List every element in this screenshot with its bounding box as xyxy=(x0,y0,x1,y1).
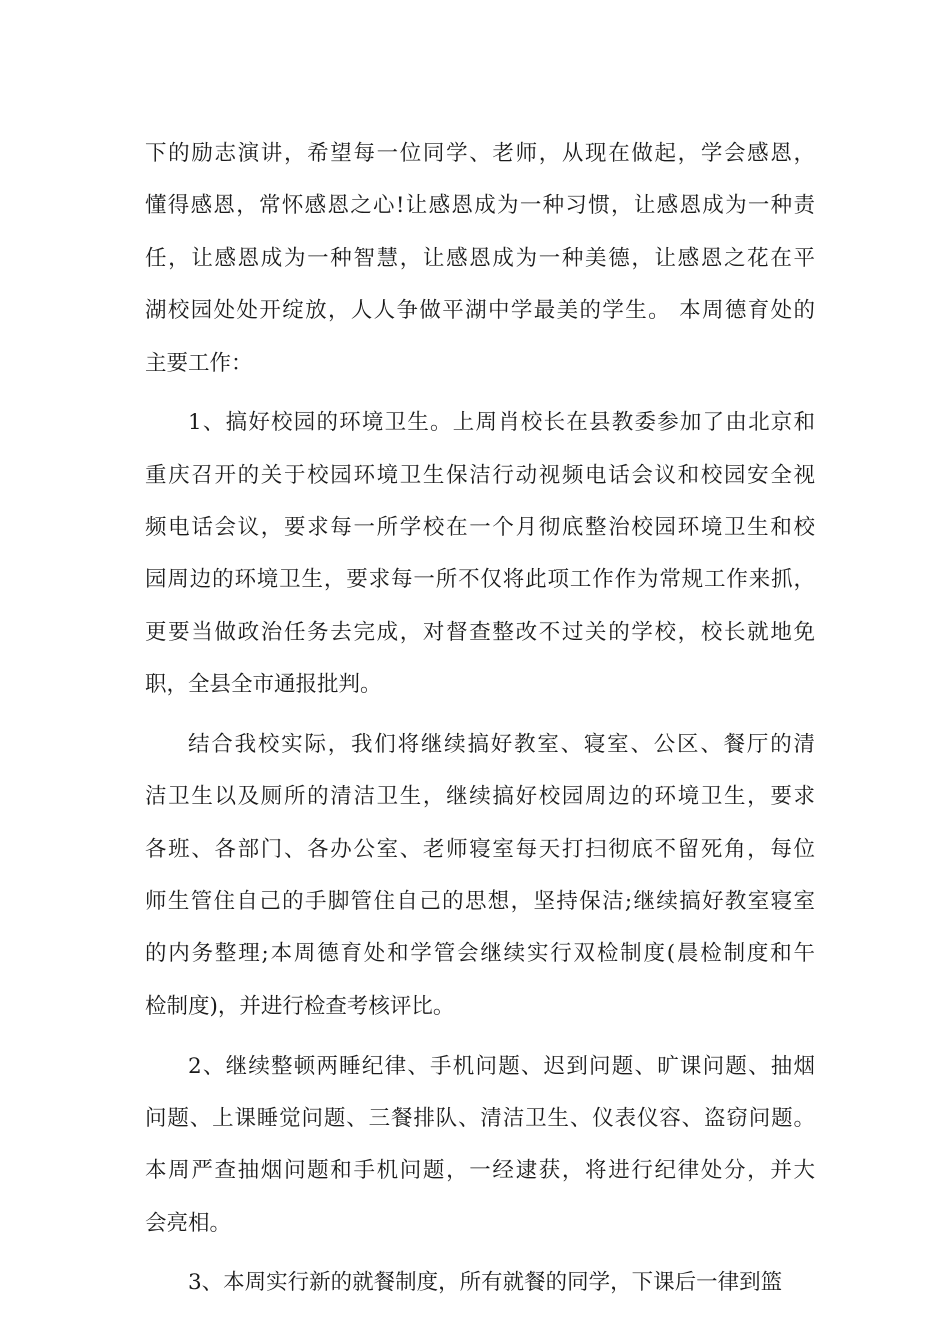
text-line: 各班、各部门、各办公室、老师寝室每天打扫彻底不留死角，每位 xyxy=(145,836,815,862)
text-line: 问题、上课睡觉问题、三餐排队、清洁卫生、仪表仪容、盗窃问题。 xyxy=(145,1105,815,1131)
paragraph xyxy=(145,397,815,711)
text-line: 3、本周实行新的就餐制度，所有就餐的同学，下课后一律到篮 xyxy=(188,1270,783,1296)
document-body xyxy=(145,128,815,1310)
text-line: 2、继续整顿两睡纪律、手机问题、迟到问题、旷课问题、抽烟 xyxy=(188,1053,815,1079)
text-line: 更要当做政治任务去完成，对督查整改不过关的学校，校长就地免 xyxy=(145,619,815,645)
paragraph xyxy=(145,719,815,1033)
text-line: 检制度)，并进行检查考核评比。 xyxy=(145,993,455,1019)
paragraph-gap xyxy=(145,1033,815,1040)
text-line: 的内务整理;本周德育处和学管会继续实行双检制度(晨检制度和午 xyxy=(145,941,815,967)
text-line: 任，让感恩成为一种智慧，让感恩成为一种美德，让感恩之花在平 xyxy=(145,245,815,271)
text-line: 师生管住自己的手脚管住自己的思想，坚持保洁;继续搞好教室寝室 xyxy=(145,889,815,915)
paragraph xyxy=(145,1257,815,1309)
text-line: 懂得感恩，常怀感恩之心!让感恩成为一种习惯，让感恩成为一种责 xyxy=(145,193,815,219)
text-line: 主要工作： xyxy=(145,350,253,376)
paragraph-gap xyxy=(145,1250,815,1257)
text-line: 园周边的环境卫生，要求每一所不仅将此项工作作为常规工作来抓， xyxy=(145,567,815,593)
paragraph xyxy=(145,128,815,390)
text-line: 重庆召开的关于校园环境卫生保洁行动视频电话会议和校园安全视 xyxy=(145,462,815,488)
text-line: 频电话会议，要求每一所学校在一个月彻底整治校园环境卫生和校 xyxy=(145,515,815,541)
text-line: 洁卫生以及厕所的清洁卫生，继续搞好校园周边的环境卫生，要求 xyxy=(145,784,815,810)
text-line: 湖校园处处开绽放，人人争做平湖中学最美的学生。 本周德育处的 xyxy=(145,298,815,324)
text-line: 职，全县全市通报批判。 xyxy=(145,672,382,698)
paragraph-gap xyxy=(145,390,815,397)
text-line: 1、搞好校园的环境卫生。上周肖校长在县教委参加了由北京和 xyxy=(188,410,815,436)
paragraph xyxy=(145,1041,815,1251)
text-line: 下的励志演讲，希望每一位同学、老师，从现在做起，学会感恩， xyxy=(145,141,815,166)
text-line: 会亮相。 xyxy=(145,1210,232,1236)
text-line: 本周严查抽烟问题和手机问题，一经逮获，将进行纪律处分，并大 xyxy=(145,1158,815,1184)
text-line: 结合我校实际，我们将继续搞好教室、寝室、公区、餐厅的清 xyxy=(188,731,815,757)
paragraph-gap xyxy=(145,712,815,719)
